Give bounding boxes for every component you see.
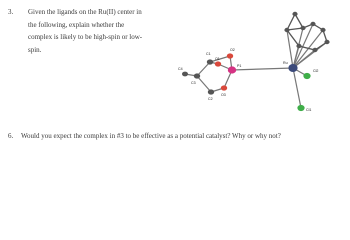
atom-ru [288,64,297,72]
label-o1: O1 [215,57,220,61]
question-3-number: 3. [8,8,14,16]
atom-c1 [207,59,213,64]
label-cl2: Cl2 [313,69,319,73]
label-o3: O3 [221,93,226,97]
label-p1: P1 [237,64,242,68]
atom-ring-1 [284,28,289,32]
question-3-line-1: Given the ligands on the Ru(II) center in [28,8,142,16]
label-c2: C2 [208,97,213,101]
atom-ring-6 [312,48,317,52]
question-3-line-2: the following, explain whether the [28,20,125,29]
label-c3: C3 [191,81,196,85]
question-6-text: Would you expect the complex in #3 to be effective as a potential catalyst? Why or why not? [21,132,281,140]
atom-cl2 [303,73,310,79]
atom-ring-4 [320,28,325,32]
question-6-number: 6. [8,132,14,140]
atom-cl1 [297,105,304,111]
question-3 [8,6,178,56]
atom-ring-top [292,12,297,16]
atom-o3 [221,85,227,90]
ruthenium-complex-structure [175,0,350,130]
label-cl1: Cl1 [306,108,312,112]
atom-o1 [215,61,221,66]
atom-ring-3 [310,22,315,26]
atom-c2 [208,89,214,94]
label-ru: Ru [283,61,288,65]
atom-c4 [182,72,188,77]
question-3-text [28,6,178,56]
atom-ring-5 [324,40,329,44]
atom-c3 [194,73,200,78]
atom-o2 [227,53,233,58]
atom-ring-2 [300,26,305,30]
label-c4: C4 [178,67,183,71]
atom-p1 [228,66,236,73]
question-3-line-3: complex is likely to be high-spin or low- [28,33,143,41]
atom-ring-7 [296,44,301,48]
question-3-line-4: spin. [28,45,42,54]
label-c1: C1 [206,52,211,56]
question-6 [8,131,348,142]
label-o2: O2 [230,48,235,52]
bonds [185,24,327,108]
